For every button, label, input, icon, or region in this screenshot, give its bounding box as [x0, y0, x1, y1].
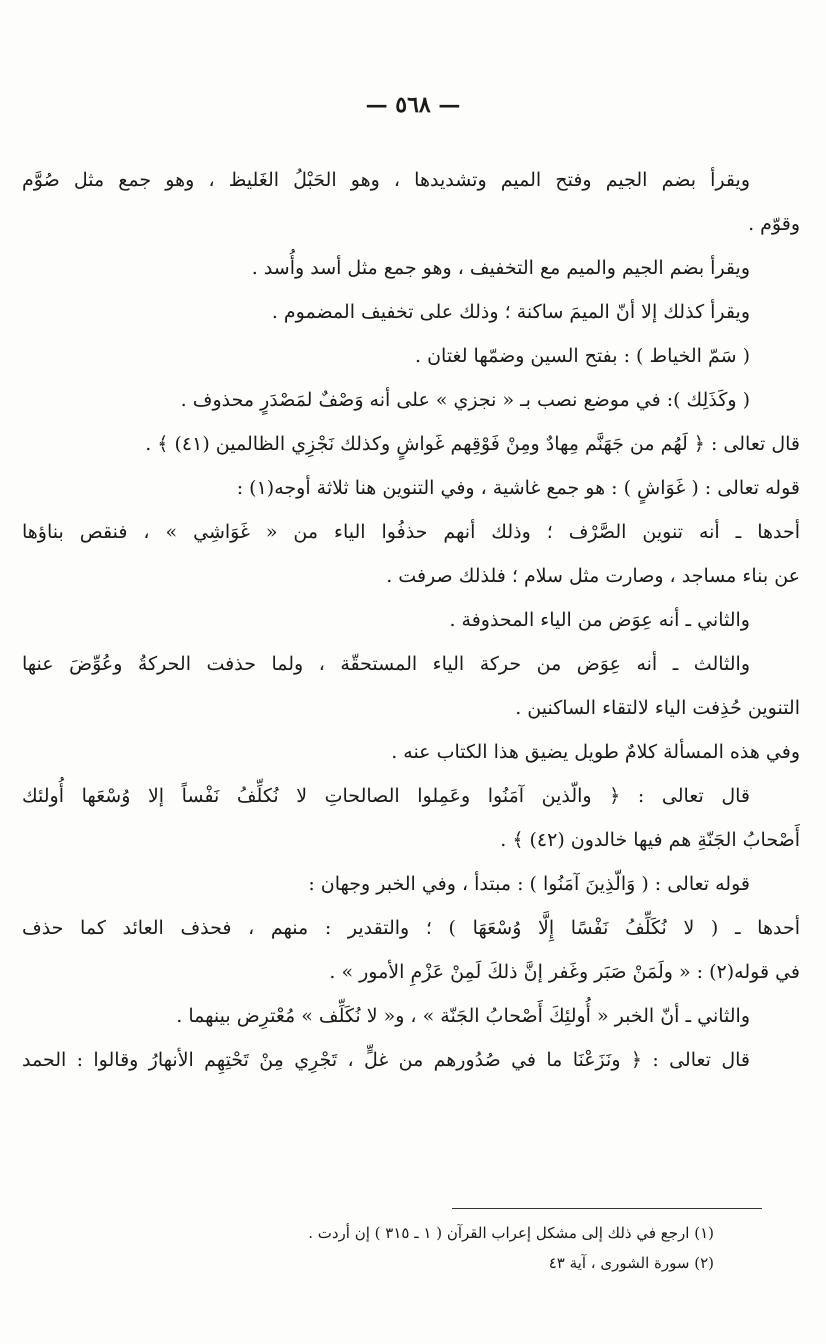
quran-verse-line: قال تعالى : ﴿ ونَزَعْنَا ما في صُدُورهم من غلٍّ ، تَجْرِي مِنْ تَحْتِهِم الأنهارُ وقالوا : الحمد — [22, 1049, 750, 1071]
quran-verse-line: قال تعالى : ﴿ والّذين آمَنُوا وعَمِلوا الصالحاتِ لا نُكلِّفُ نَفْساً إلا وُسْعَها أُولئك — [22, 785, 750, 807]
text-line: ( وكَذَلِك ): في موضع نصب بـ « نجزي » على أنه وَصْفٌ لمَصْدَرٍ محذوف . — [180, 389, 750, 411]
quran-verse-line: قال تعالى : ﴿ لَهُم من جَهَنَّم مِهادٌ ومِنْ فَوْقِهم غَواشٍ وكذلك نَجْزِي الظالمين (٤١) ﴾ . — [145, 433, 800, 455]
text-line: قوله تعالى : ( غَوَاشٍ ) : هو جمع غاشية ، وفي التنوين هنا ثلاثة أوجه(١) : — [236, 477, 800, 499]
text-line: قوله تعالى : ( وَالّذِينَ آمَنُوا ) : مبتدأ ، وفي الخبر وجهان : — [308, 873, 750, 895]
footnote: (٢) سورة الشورى ، آية ٤٣ — [548, 1254, 714, 1272]
text-line: وفي هذه المسألة كلامٌ طويل يضيق هذا الكتاب عنه . — [391, 741, 800, 763]
page-number: — ٥٦٨ — — [365, 92, 461, 118]
text-line: والثاني ـ أنّ الخبر « أُولئِكَ أَصْحابُ الجَنّة » ، و« لا نُكَلِّف » مُعْترِض بينهما . — [176, 1005, 750, 1027]
text-line: والثاني ـ أنه عِوَض من الياء المحذوفة . — [449, 609, 750, 631]
footnote-separator — [452, 1208, 762, 1209]
text-line: أحدها ـ ( لا نُكَلِّفُ نَفْسًا إِلَّا وُسْعَهَا ) ؛ والتقدير : منهم ، فحذف العائد كما حذف — [22, 917, 800, 939]
text-line: ويقرأ بضم الجيم والميم مع التخفيف ، وهو جمع مثل أسد وأُسد . — [251, 257, 750, 279]
text-line: أحدها ـ أنه تنوين الصَّرْف ؛ وذلك أنهم حذفُوا الياء من « غَوَاشِي » ، فنقص بناؤها — [22, 521, 800, 543]
text-line: وقوّم . — [748, 213, 800, 235]
text-line: عن بناء مساجد ، وصارت مثل سلام ؛ فلذلك صرفت . — [386, 565, 800, 587]
text-line: ويقرأ بضم الجيم وفتح الميم وتشديدها ، وهو الحَبْلُ الغَليظ ، وهو جمع مثل صُوَّم — [22, 169, 750, 191]
quran-verse-line: أَصْحابُ الجَنّةِ هم فيها خالدون (٤٢) ﴾ . — [500, 829, 800, 851]
footnotes — [74, 1218, 714, 1278]
main-text — [22, 158, 800, 1082]
text-line: ويقرأ كذلك إلا أنّ الميمَ ساكنة ؛ وذلك على تخفيف المضموم . — [271, 301, 750, 323]
text-line: التنوين حُذِفت الياء لالتقاء الساكنين . — [515, 697, 800, 719]
text-line: في قوله(٢) : « ولَمَنْ صَبَر وغَفر إنَّ ذلكَ لَمِنْ عَزْمِ الأمور » . — [329, 961, 800, 983]
footnote: (١) ارجع في ذلك إلى مشكل إعراب القرآن ( ١ ـ ٣١٥ ) إن أردت . — [308, 1224, 714, 1242]
text-line: ( سَمّ الخياط ) : بفتح السين وضمّها لغتان . — [415, 345, 750, 367]
text-line: والثالث ـ أنه عِوَض من حركة الياء المستحقّة ، ولما حذفت الحركةُ وعُوِّضَ عنها — [22, 653, 750, 675]
